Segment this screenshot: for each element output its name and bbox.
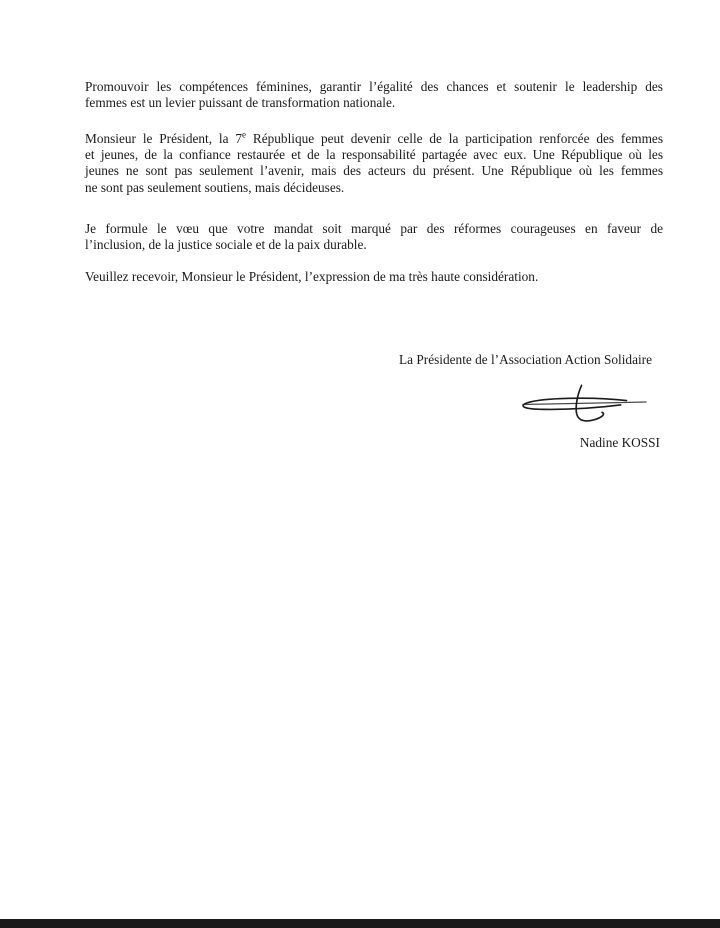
letter-paragraph: [85, 79, 663, 111]
signoff-title: La Présidente de l’Association Action Solidaire: [399, 352, 652, 367]
letter-line: femmes est un levier puissant de transformation nationale.: [85, 95, 396, 111]
letter-line: et jeunes, de la confiance restaurée et de la responsabilité partagée avec eux. Une République où les: [85, 147, 663, 163]
letter-paragraph: [85, 131, 663, 196]
letter-paragraph: [85, 269, 663, 285]
letter-line: Veuillez recevoir, Monsieur le Président, l’expression de ma très haute considération.: [85, 269, 539, 284]
letter-line: l’inclusion, de la justice sociale et de la paix durable.: [85, 237, 367, 253]
letter-line: Promouvoir les compétences féminines, garantir l’égalité des chances et soutenir le leadership des: [85, 79, 663, 94]
letter-line: Monsieur le Président, la 7e République peut devenir celle de la participation renforcée des femmes: [85, 129, 663, 146]
letter-line: Je formule le vœu que votre mandat soit marqué par des réformes courageuses en faveur de: [85, 221, 663, 236]
signer-name: Nadine KOSSI: [579, 435, 660, 450]
bottom-bar: [0, 919, 720, 928]
letter-line: jeunes ne sont pas seulement l’avenir, mais des acteurs du présent. Une République où les femmes: [85, 163, 663, 179]
letter-paragraph: [85, 221, 663, 253]
signature-icon: [517, 383, 649, 425]
letter-line: ne sont pas seulement soutiens, mais décideuses.: [85, 179, 345, 195]
